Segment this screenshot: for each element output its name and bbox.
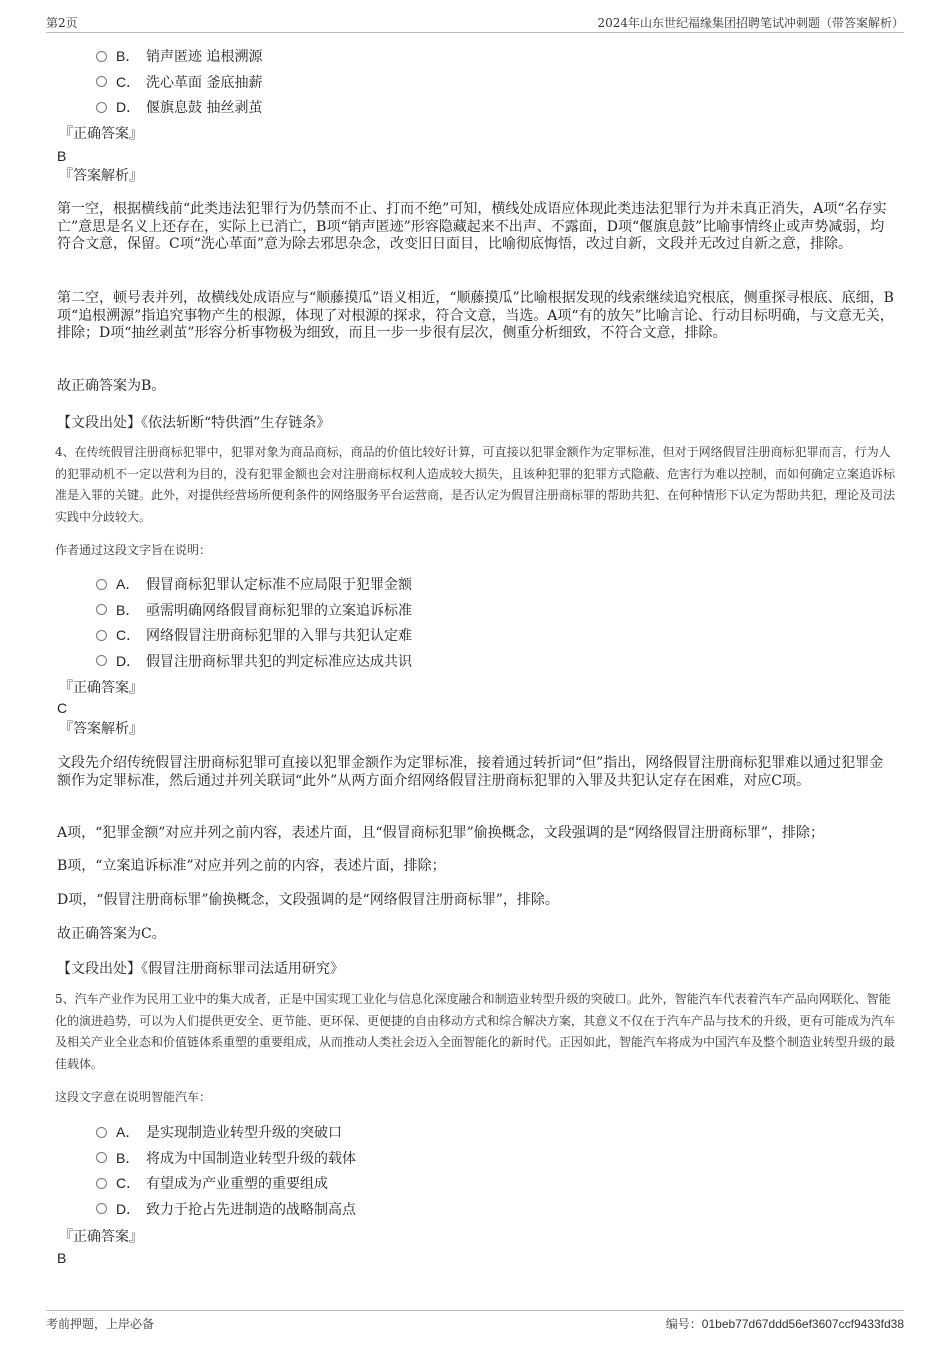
q3-answer: B — [57, 148, 67, 164]
q5-answer: B — [57, 1250, 67, 1266]
document-title: 2024年山东世纪福缘集团招聘笔试冲刺题（带答案解析） — [597, 16, 904, 30]
page-footer — [46, 1310, 904, 1333]
q4-analysis-label: 『答案解析』 — [59, 721, 143, 737]
q5-option-c[interactable] — [96, 1171, 356, 1197]
option-text: 销声匿迹 追根溯源 — [146, 49, 263, 65]
q3-analysis-p3: 故正确答案为B。 — [57, 378, 166, 394]
q3-option-c[interactable] — [96, 70, 262, 96]
option-text: 假冒商标犯罪认定标准不应局限于犯罪金额 — [146, 577, 412, 593]
footer-code-label: 编号： — [665, 1317, 702, 1331]
option-text: 网络假冒注册商标犯罪的入罪与共犯认定难 — [146, 628, 412, 644]
option-letter: C． — [116, 1175, 141, 1191]
q4-options — [96, 572, 412, 674]
q3-analysis-p1: 第一空，根据横线前“此类违法犯罪行为仍禁而不止、打而不绝”可知，横线处成语应体现此类违法犯罪行为并未真正消失，A项“名存实亡”意思是名义上还存在，实际上已消亡，B项“销声匿迹”形容隐藏起来不出声、不露面，D项“偃旗息鼓”比喻事情终止或声势减弱，均符合文意，保留。C项“洗心革面”意为除去邪思杂念，改变旧日面目，比喻彻底悔悟，改过自新，文段并无改过自新之意，排除。 — [57, 201, 887, 252]
page-number: 第2页 — [46, 16, 78, 30]
q5-option-d[interactable] — [96, 1197, 356, 1223]
q4-analysis-p5: 故正确答案为C。 — [57, 926, 166, 942]
page-header — [46, 14, 904, 33]
q5-correct-label: 『正确答案』 — [59, 1229, 143, 1245]
q3-option-d[interactable] — [96, 95, 262, 121]
footer-code — [666, 1315, 904, 1332]
radio-icon[interactable] — [96, 579, 107, 590]
q4-answer: C — [57, 700, 68, 716]
q4-analysis-p1: 文段先介绍传统假冒注册商标犯罪可直接以犯罪金额作为定罪标准，接着通过转折词“但”指出，网络假冒注册商标犯罪难以通过犯罪金额作为定罪标准，然后通过并列关联词“此外”从两方面介绍网络假冒注册商标犯罪的入罪及共犯认定存在困难，对应C项。 — [57, 755, 884, 789]
option-letter: B． — [116, 601, 140, 618]
option-text: 将成为中国制造业转型升级的载体 — [146, 1150, 356, 1167]
q4-option-a[interactable] — [96, 572, 412, 598]
option-letter: B． — [116, 1149, 140, 1166]
option-text: 偃旗息鼓 抽丝剥茧 — [146, 100, 263, 116]
q4-analysis-p4: D项，“假冒注册商标罪”偷换概念，文段强调的是“网络假冒注册商标罪”，排除。 — [57, 892, 559, 908]
q5-question: 5、汽车产业作为民用工业中的集大成者，正是中国实现工业化与信息化深度融合和制造业转型升级的突破口。此外，智能汽车代表着汽车产品向网联化、智能化的演进趋势，可以为人们提供更安全、更节能、更环保、更便捷的自由移动方式和综合解决方案，其意义不仅在于汽车产品与技术的升级，更有可能成为汽车及相关产业全业态和价值链体系重塑的重要组成，从而推动人类社会迈入全面智能化的新时代。正因如此，智能汽车将成为中国汽车及整个制造业转型升级的最佳载体。 — [55, 992, 896, 1071]
option-text: 致力于抢占先进制造的战略制高点 — [146, 1201, 356, 1218]
q5-option-a[interactable] — [96, 1120, 356, 1146]
q5-options — [96, 1120, 356, 1222]
option-letter: C． — [116, 73, 141, 90]
q5-stem: 这段文字意在说明智能汽车： — [55, 1090, 212, 1104]
radio-icon[interactable] — [96, 1127, 107, 1138]
footer-slogan: 考前押题，上岸必备 — [46, 1317, 155, 1331]
radio-icon[interactable] — [96, 102, 107, 113]
option-text: 假冒注册商标罪共犯的判定标准应达成共识 — [146, 653, 412, 670]
q3-source: 【文段出处】《依法斩断“特供酒”生存链条》 — [57, 415, 331, 431]
q4-question: 4、在传统假冒注册商标犯罪中，犯罪对象为商品商标，商品的价值比较好计算，可直接以犯罪金额作为定罪标准，但对于网络假冒注册商标犯罪而言，行为人的犯罪动机不一定以营利为目的，没有犯罪金额也会对注册商标权利人造成较大损失，且该种犯罪的犯罪方式隐蔽、危害行为难以控制，而如何确定立案追诉标准是入罪的关键。此外，对提供经营场所便利条件的网络服务平台运营商，是否认定为假冒注册商标罪的帮助共犯、在何种情形下认定为帮助共犯，理论及司法实践中分歧较大。 — [55, 445, 896, 524]
option-letter: A． — [116, 576, 140, 592]
radio-icon[interactable] — [96, 1152, 107, 1163]
q5-option-b[interactable] — [96, 1146, 356, 1172]
option-letter: A． — [116, 1124, 140, 1140]
option-letter: B． — [116, 48, 140, 64]
radio-icon[interactable] — [96, 604, 107, 615]
q4-source: 【文段出处】《假冒注册商标罪司法适用研究》 — [57, 961, 344, 977]
q3-correct-label: 『正确答案』 — [59, 126, 143, 142]
q4-stem: 作者通过这段文字旨在说明： — [55, 543, 212, 557]
option-letter: C． — [116, 627, 141, 643]
footer-code-value: 01beb77d67ddd56ef3607ccf9433fd38 — [701, 1317, 904, 1331]
option-text: 是实现制造业转型升级的突破口 — [146, 1125, 342, 1141]
q3-analysis-label: 『答案解析』 — [59, 168, 143, 184]
radio-icon[interactable] — [96, 1203, 107, 1214]
radio-icon[interactable] — [96, 655, 107, 666]
option-letter: D． — [116, 652, 141, 669]
q4-option-c[interactable] — [96, 623, 412, 649]
q3-option-b[interactable] — [96, 44, 262, 70]
q3-options — [96, 44, 262, 121]
option-text: 有望成为产业重塑的重要组成 — [146, 1176, 328, 1192]
radio-icon[interactable] — [96, 630, 107, 641]
q4-correct-label: 『正确答案』 — [59, 680, 143, 696]
option-text: 亟需明确网络假冒商标犯罪的立案追诉标准 — [146, 602, 412, 619]
q4-option-d[interactable] — [96, 649, 412, 675]
q4-analysis-p2: A项，“犯罪金额”对应并列之前内容，表述片面，且“假冒商标犯罪”偷换概念，文段强调的是“网络假冒注册商标罪”，排除； — [57, 825, 825, 841]
option-letter: D． — [116, 99, 141, 115]
radio-icon[interactable] — [96, 76, 107, 87]
q4-analysis-p3: B项，“立案追诉标准”对应并列之前的内容，表述片面，排除； — [57, 858, 446, 874]
q4-option-b[interactable] — [96, 598, 412, 624]
radio-icon[interactable] — [96, 1178, 107, 1189]
q3-analysis-p2: 第二空，顿号表并列，故横线处成语应与“顺藤摸瓜”语义相近，“顺藤摸瓜”比喻根据发现的线索继续追究根底，侧重探寻根底、底细，B项“追根溯源”指追究事物产生的根源，体现了对根源的探求，符合文意，当选。A项“有的放矢”比喻言论、行动目标明确，与文意无关，排除；D项“抽丝剥茧”形容分析事物极为细致，而且一步一步很有层次，侧重分析细致，不符合文意，排除。 — [57, 290, 894, 341]
radio-icon[interactable] — [96, 51, 107, 62]
option-letter: D． — [116, 1200, 141, 1217]
option-text: 洗心革面 釜底抽薪 — [146, 74, 263, 91]
